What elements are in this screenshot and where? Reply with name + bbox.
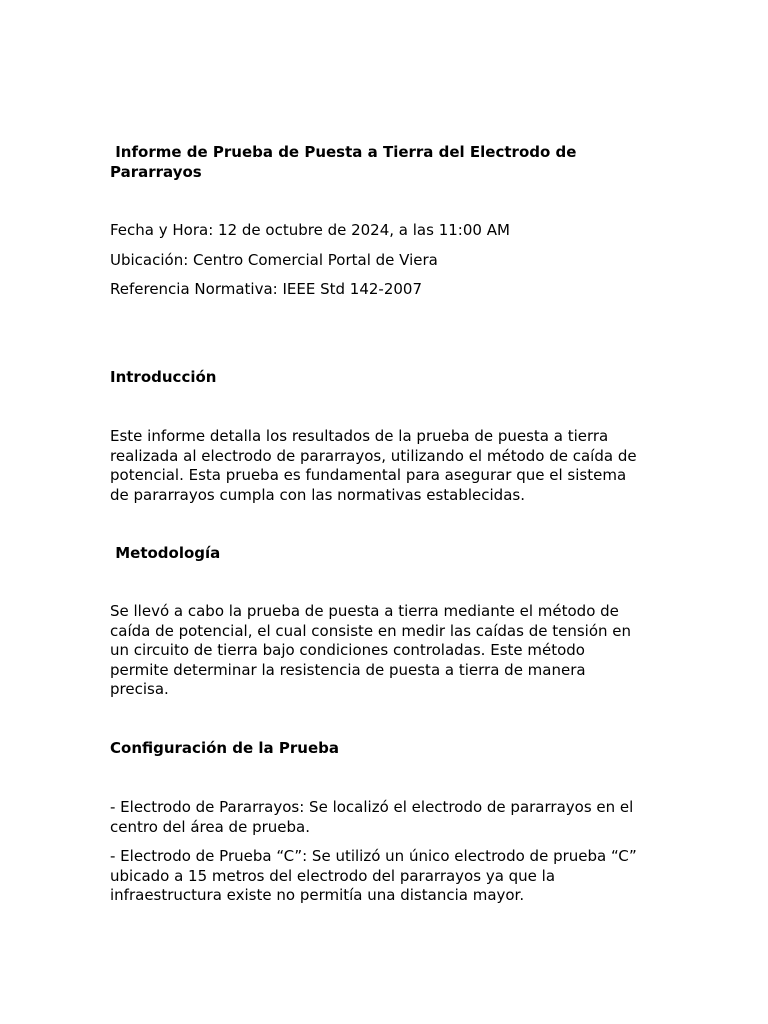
introduction-paragraph	[110, 427, 660, 505]
meta-location: Ubicación: Centro Comercial Portal de Viera	[110, 251, 438, 269]
introduction-line: Este informe detalla los resultados de la prueba de puesta a tierra	[110, 427, 609, 445]
methodology-line: caída de potencial, el cual consiste en medir las caídas de tensión en	[110, 621, 632, 640]
introduction-heading: Introducción	[110, 368, 217, 386]
introduction-line: realizada al electrodo de pararrayos, utilizando el método de caída de	[110, 446, 637, 465]
setup-item-line: centro del área de prueba.	[110, 817, 310, 836]
methodology-paragraph	[110, 602, 660, 700]
setup-item-line: infraestructura existe no permitía una distancia mayor.	[110, 886, 525, 904]
setup-item-lightning-electrode	[110, 798, 660, 837]
report-title	[110, 143, 660, 182]
methodology-line: Se llevó a cabo la prueba de puesta a tierra mediante el método de	[110, 602, 619, 620]
report-title-line: Informe de Prueba de Puesta a Tierra del Electrodo de	[110, 143, 577, 161]
methodology-line: precisa.	[110, 680, 169, 698]
setup-item-test-electrode-c	[110, 847, 660, 906]
methodology-line: permite determinar la resistencia de puesta a tierra de manera	[110, 660, 586, 679]
meta-norm-reference: Referencia Normativa: IEEE Std 142-2007	[110, 280, 423, 298]
meta-date-time: Fecha y Hora: 12 de octubre de 2024, a las 11:00 AM	[110, 221, 510, 239]
introduction-line: de pararrayos cumpla con las normativas establecidas.	[110, 485, 525, 504]
setup-heading: Configuración de la Prueba	[110, 739, 340, 757]
setup-item-line: - Electrodo de Pararrayos: Se localizó el electrodo de pararrayos en el	[110, 798, 634, 816]
introduction-line: potencial. Esta prueba es fundamental para asegurar que el sistema	[110, 466, 627, 484]
methodology-heading: Metodología	[110, 544, 221, 562]
report-title-line: Pararrayos	[110, 162, 202, 181]
setup-item-line: ubicado a 15 metros del electrodo del pararrayos ya que la	[110, 866, 556, 885]
setup-item-line: - Electrodo de Prueba “C”: Se utilizó un único electrodo de prueba “C”	[110, 847, 637, 865]
methodology-line: un circuito de tierra bajo condiciones controladas. Este método	[110, 641, 585, 659]
